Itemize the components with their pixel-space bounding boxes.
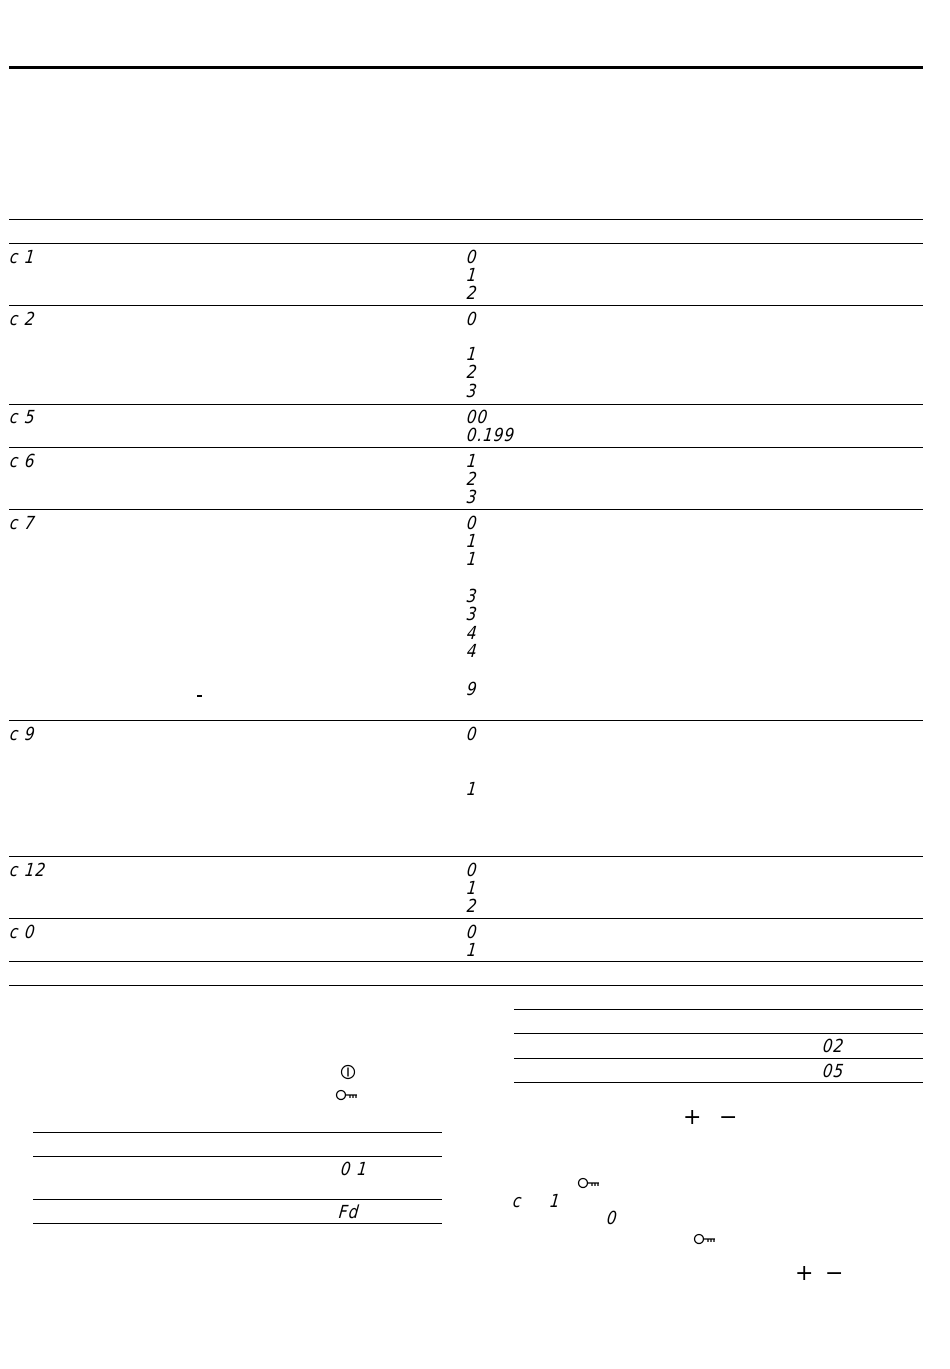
- setting-code: c 12: [8, 860, 48, 881]
- setting-value: 0: [465, 922, 479, 943]
- table-rule: [514, 1082, 923, 1083]
- setting-value: 4: [465, 623, 479, 644]
- setting-value: 0: [465, 247, 479, 268]
- setting-value: 0: [465, 309, 479, 330]
- setting-value: 1: [465, 531, 479, 552]
- key-icon: [693, 1231, 717, 1250]
- setting-code: c 1: [8, 247, 37, 268]
- key-icon: [577, 1175, 601, 1194]
- setting-value: 2: [465, 469, 479, 490]
- table-rule: [514, 1009, 923, 1010]
- power-icon: [340, 1064, 356, 1084]
- right-table-value: 02: [821, 1036, 846, 1057]
- table-rule: [33, 1223, 442, 1224]
- setting-value: 0.199: [465, 425, 517, 446]
- minus-button[interactable]: −: [825, 1261, 844, 1286]
- setting-value: 2: [465, 283, 479, 304]
- setting-code: c 9: [8, 724, 37, 745]
- table-rule: [9, 720, 923, 721]
- setting-value: 3: [465, 487, 479, 508]
- setting-value: 1: [465, 265, 479, 286]
- left-table-value: Fd: [337, 1202, 361, 1223]
- setting-value: 1: [465, 344, 479, 365]
- setting-code: c 0: [8, 922, 37, 943]
- table-rule: [514, 1033, 923, 1034]
- setting-value: 00: [465, 407, 490, 428]
- top-rule: [9, 66, 923, 69]
- table-rule: [33, 1156, 442, 1157]
- table-rule: [9, 509, 923, 510]
- setting-code: c 6: [8, 451, 37, 472]
- setting-code: c 2: [8, 309, 37, 330]
- instruction-value: 0: [605, 1208, 619, 1229]
- setting-value: 1: [465, 878, 479, 899]
- left-table-value: 0 1: [339, 1159, 369, 1180]
- setting-value: 1: [465, 779, 479, 800]
- table-rule: [9, 404, 923, 405]
- setting-code: c 7: [8, 513, 37, 534]
- table-rule: [9, 243, 923, 244]
- setting-value: 0: [465, 860, 479, 881]
- instruction-code: c 1: [511, 1191, 573, 1212]
- plus-button[interactable]: +: [795, 1261, 814, 1286]
- table-rule: [9, 447, 923, 448]
- setting-value: 3: [465, 381, 479, 402]
- right-table-value: 05: [821, 1061, 846, 1082]
- setting-value: 1: [465, 549, 479, 570]
- setting-value: 0: [465, 513, 479, 534]
- table-rule: [9, 305, 923, 306]
- table-rule: [33, 1132, 442, 1133]
- key-icon: [335, 1087, 359, 1106]
- setting-value: 1: [465, 451, 479, 472]
- table-rule: [514, 1058, 923, 1059]
- setting-code: c 5: [8, 407, 37, 428]
- table-rule: [9, 985, 923, 986]
- table-rule: [33, 1199, 442, 1200]
- setting-value: 4: [465, 641, 479, 662]
- plus-button[interactable]: +: [683, 1105, 702, 1130]
- setting-value: 2: [465, 362, 479, 383]
- table-rule: [9, 961, 923, 962]
- setting-value: 3: [465, 604, 479, 625]
- dash-mark: [197, 695, 202, 697]
- setting-value: 9: [465, 679, 479, 700]
- table-rule: [9, 856, 923, 857]
- minus-button[interactable]: −: [719, 1105, 738, 1130]
- setting-value: 3: [465, 586, 479, 607]
- table-rule: [9, 918, 923, 919]
- setting-value: 0: [465, 724, 479, 745]
- table-rule: [9, 219, 923, 220]
- setting-value: 2: [465, 896, 479, 917]
- setting-value: 1: [465, 940, 479, 961]
